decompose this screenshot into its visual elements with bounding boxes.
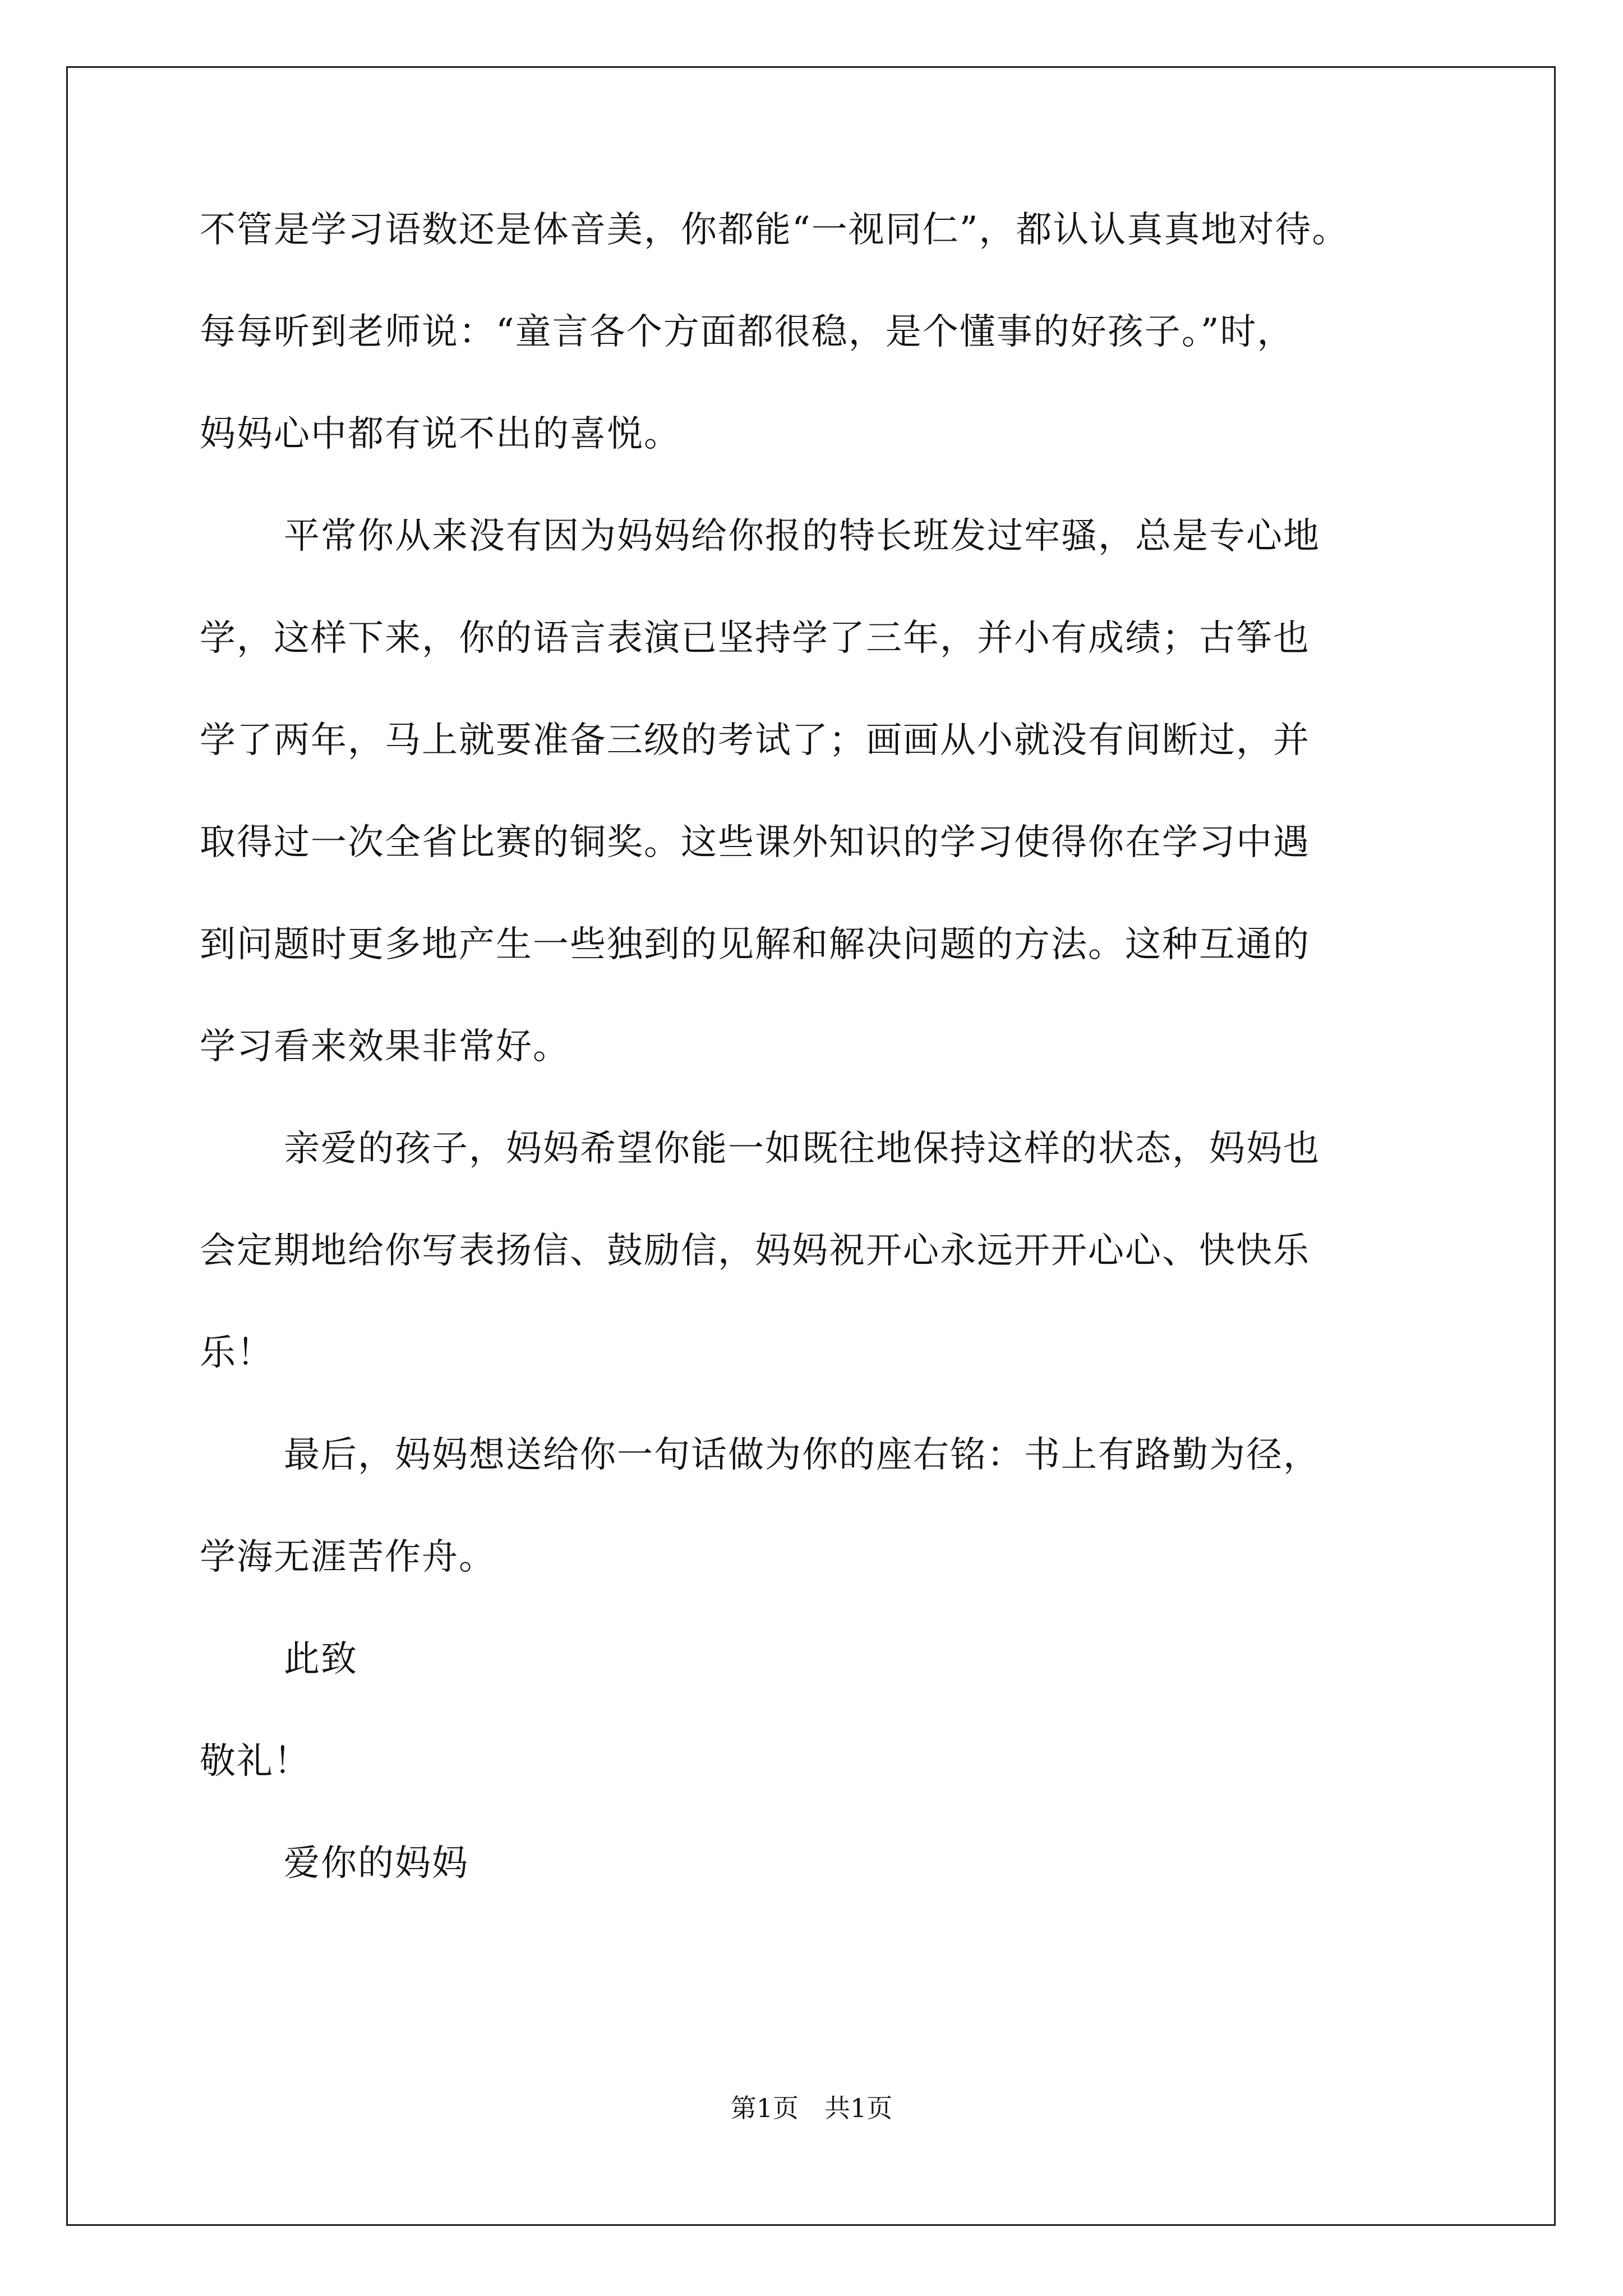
text-line: 学习看来效果非常好。 (200, 1026, 570, 1068)
closing-respect: 敬礼！ (200, 1741, 311, 1782)
closing-salutation: 此致 (284, 1639, 358, 1680)
text-line: 学，这样下来，你的语言表演已坚持学了三年，并小有成绩；古筝也 (200, 618, 1310, 659)
text-line: 取得过一次全省比赛的铜奖。这些课外知识的学习使得你在学习中遇 (200, 822, 1310, 863)
text-line: 每每听到老师说：“童言各个方面都很稳，是个懂事的好孩子。”时， (200, 311, 1294, 353)
paragraph-start-line: 最后，妈妈想送给你一句话做为你的座右铭：书上有路勤为径， (284, 1434, 1320, 1476)
text-line: 会定期地给你写表扬信、鼓励信，妈妈祝开心永远开开心心、快快乐 (200, 1230, 1310, 1272)
text-line: 乐！ (200, 1332, 274, 1374)
page-number-footer: 第1页 共1页 (730, 2093, 893, 2123)
signature: 爱你的妈妈 (284, 1843, 469, 1884)
text-line: 到问题时更多地产生一些独到的见解和解决问题的方法。这种互通的 (200, 924, 1310, 965)
text-line: 学海无涯苦作舟。 (200, 1536, 496, 1578)
text-line: 不管是学习语数还是体音美，你都能“一视同仁”，都认认真真地对待。 (200, 209, 1349, 251)
text-line: 妈妈心中都有说不出的喜悦。 (200, 413, 681, 455)
paragraph-start-line: 亲爱的孩子，妈妈希望你能一如既往地保持这样的状态，妈妈也 (284, 1128, 1320, 1170)
paragraph-start-line: 平常你从来没有因为妈妈给你报的特长班发过牢骚，总是专心地 (284, 516, 1320, 557)
text-line: 学了两年，马上就要准备三级的考试了；画画从小就没有间断过，并 (200, 720, 1310, 761)
